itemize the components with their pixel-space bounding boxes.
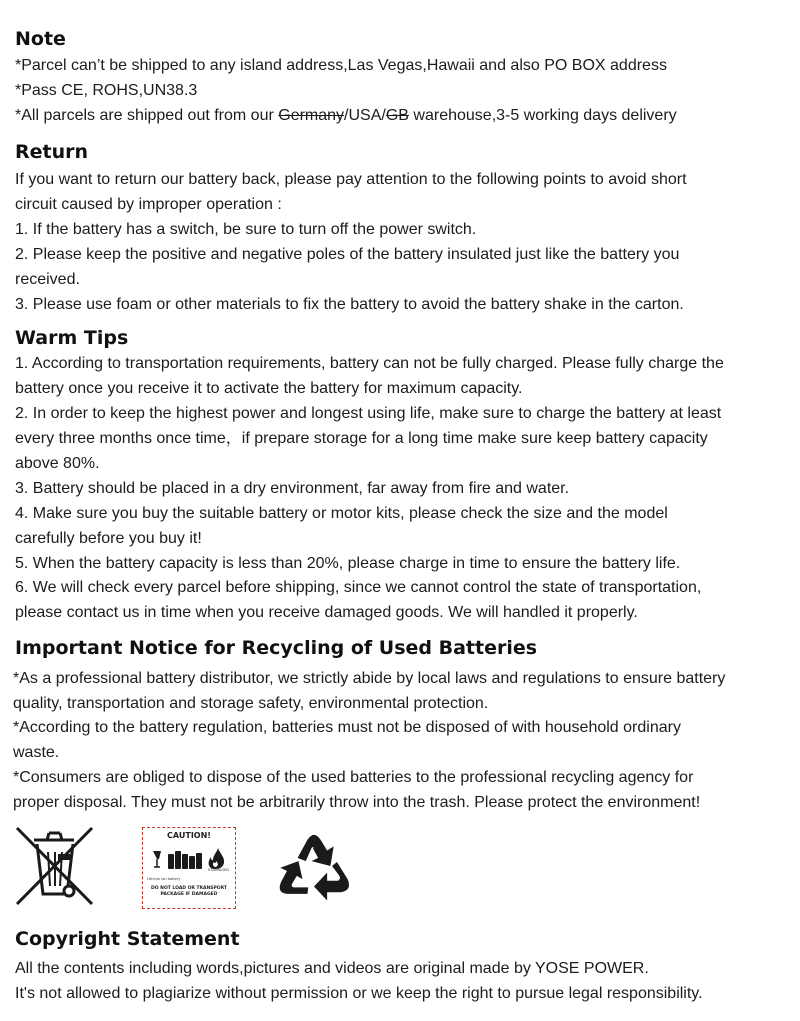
note-line-1: *Parcel can’t be shipped to any island address,Las Vegas,Hawaii and also PO BOX address — [15, 57, 667, 74]
recycling-line: *As a professional battery distributor, we strictly abide by local laws and regulations to ensure battery — [13, 670, 726, 687]
note-line-3-suffix: warehouse,3-5 working days delivery — [408, 107, 677, 124]
return-line: circuit caused by improper operation : — [15, 196, 282, 213]
warm-tips-heading: Warm Tips — [15, 327, 129, 349]
warm-tips-line: please contact us in time when you receive damaged goods. We will handled it properly. — [15, 604, 638, 621]
note-line-3-mid: /USA/ — [344, 107, 386, 124]
recycling-line: *Consumers are obliged to dispose of the used batteries to the professional recycling agency for — [13, 769, 694, 786]
note-heading: Note — [15, 28, 66, 50]
return-line: received. — [15, 271, 80, 288]
caution-label-icon — [142, 827, 236, 909]
return-line: If you want to return our battery back, please pay attention to the following points to avoid short — [15, 171, 687, 188]
recycling-line: *According to the battery regulation, batteries must not be disposed of with household ordinary — [13, 719, 681, 736]
caution-line-2: PACKAGE IF DAMAGED — [160, 892, 218, 897]
caution-title: CAUTION! — [167, 831, 211, 840]
return-line: 1. If the battery has a switch, be sure to turn off the power switch. — [15, 221, 477, 238]
return-line: 3. Please use foam or other materials to fix the battery to avoid the battery shake in the carton. — [15, 296, 684, 313]
note-line-3 — [15, 103, 677, 128]
copyright-line: All the contents including words,pictures and videos are original made by YOSE POWER. — [15, 960, 649, 977]
warm-tips-line: 2. In order to keep the highest power and longest using life, make sure to charge the battery at least — [15, 405, 722, 422]
recycling-heading: Important Notice for Recycling of Used Batteries — [15, 637, 538, 659]
return-line: 2. Please keep the positive and negative poles of the battery insulated just like the battery you — [15, 246, 680, 263]
caution-small-right: If DAMAGED — [207, 868, 229, 872]
note-line-3-prefix: *All parcels are shipped out from our — [15, 107, 279, 124]
warm-tips-line: battery once you receive it to activate the battery for maximum capacity. — [15, 380, 523, 397]
return-heading: Return — [15, 141, 89, 163]
warm-tips-line: every three months once time，if prepare storage for a long time make sure keep battery capacity — [15, 430, 708, 447]
recycling-line: proper disposal. They must not be arbitrarily throw into the trash. Please protect the environment! — [13, 794, 701, 811]
copyright-line: It's not allowed to plagiarize without permission or we keep the right to pursue legal responsibility. — [15, 985, 703, 1002]
warm-tips-line: 5. When the battery capacity is less than 20%, please charge in time to ensure the battery life. — [15, 555, 681, 572]
crossed-out-bin-icon — [14, 824, 96, 910]
warm-tips-line: 4. Make sure you buy the suitable battery or motor kits, please check the size and the model — [15, 505, 668, 522]
caution-line-1: DO NOT LOAD OR TRANSPORT — [151, 886, 227, 891]
warm-tips-line: 3. Battery should be placed in a dry environment, far away from fire and water. — [15, 480, 570, 497]
warm-tips-line: above 80%. — [15, 455, 100, 472]
struck-gb: GB — [385, 107, 409, 124]
caution-small-left: Lithium ion battery — [147, 877, 181, 881]
warm-tips-line: 6. We will check every parcel before shipping, since we cannot control the state of transportation, — [15, 579, 702, 596]
recycling-line: quality, transportation and storage safety, environmental protection. — [13, 695, 489, 712]
copyright-heading: Copyright Statement — [15, 928, 240, 950]
struck-germany: Germany — [278, 107, 345, 124]
warm-tips-line: 1. According to transportation requirements, battery can not be fully charged. Please fully charge the — [15, 355, 724, 372]
recycle-icon — [273, 825, 355, 903]
warm-tips-line: carefully before you buy it! — [15, 530, 202, 547]
note-line-2: *Pass CE, ROHS,UN38.3 — [15, 82, 198, 99]
recycling-line: waste. — [13, 744, 60, 761]
